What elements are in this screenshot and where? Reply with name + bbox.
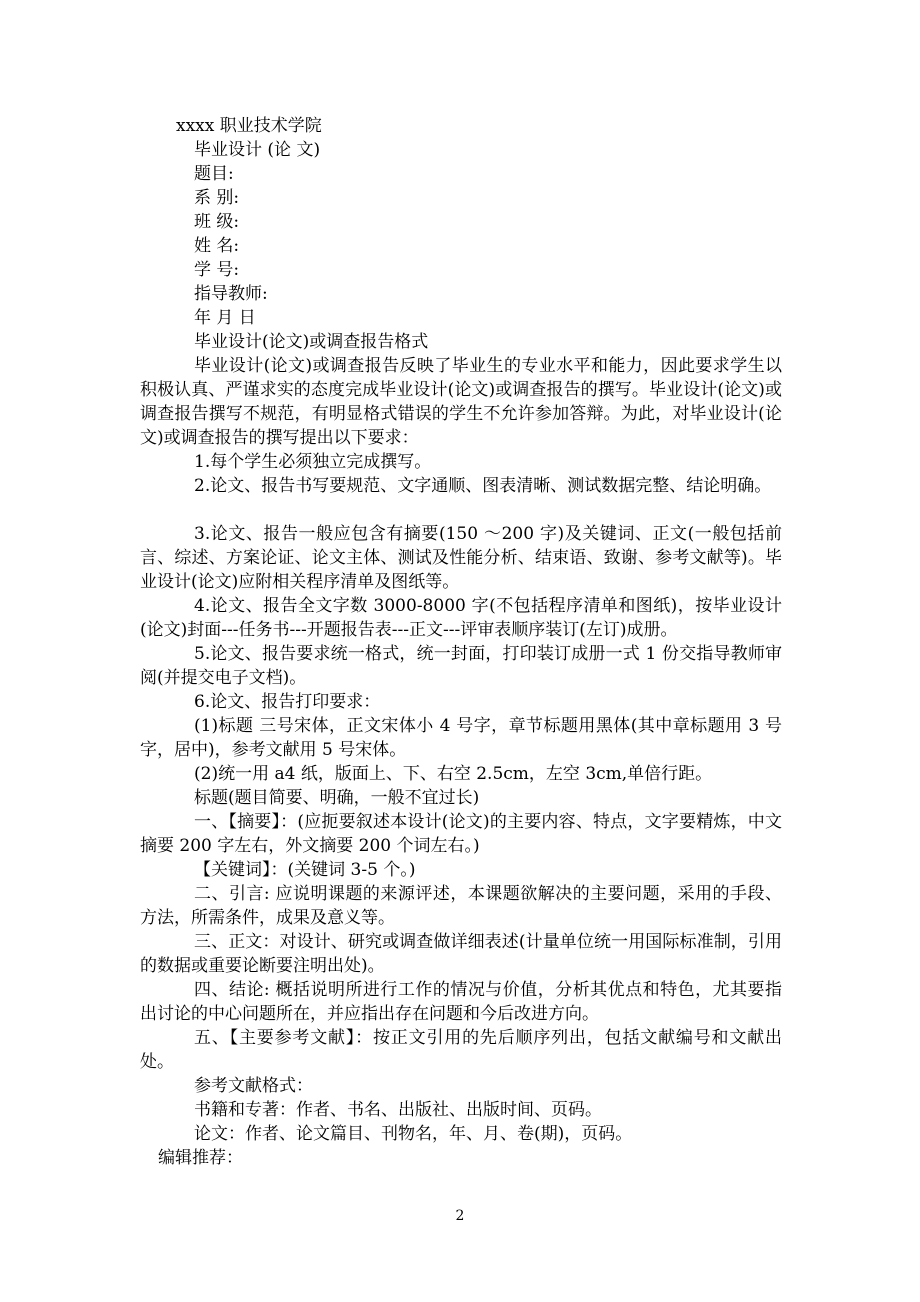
field-department: 系 别:	[194, 188, 240, 208]
section-abstract: 一、【摘要】：(应扼要叙述本设计(论文)的主要内容、特点，文字要精炼，中文摘要 200 字左右，外文摘要 200 个词左右。)	[140, 812, 782, 856]
field-class: 班 级:	[194, 212, 240, 232]
reference-format-paper: 论文：作者、论文篇目、刊物名，年、月、卷(期)，页码。	[194, 1124, 633, 1144]
title-note: 标题(题目简要、明确，一般不宜过长)	[194, 788, 480, 808]
requirement-5: 5.论文、报告要求统一格式，统一封面，打印装订成册一式 1 份交指导教师审阅(并提交电子文档)。	[140, 644, 782, 688]
school-name: xxxx 职业技术学院	[176, 116, 322, 136]
intro-paragraph: 毕业设计(论文)或调查报告反映了毕业生的专业水平和能力，因此要求学生以积极认真、严谨求实的态度完成毕业设计(论文)或调查报告的撰写。毕业设计(论文)或调查报告撰写不规范，有明显格式错误的学生不允许参加答辩。为此，对毕业设计(论文)或调查报告的撰写提出以下要求：	[140, 356, 782, 448]
page-number: 2	[455, 1208, 465, 1224]
requirement-6: 6.论文、报告打印要求：	[194, 692, 381, 712]
requirement-3: 3.论文、报告一般应包含有摘要(150 ～200 字)及关键词、正文(一般包括前言、综述、方案论证、论文主体、测试及性能分析、结束语、致谢、参考文献等)。毕业设计(论文)应附相关程序清单及图纸等。	[140, 524, 782, 592]
field-date: 年 月 日	[194, 308, 256, 328]
section-body: 三、正文：对设计、研究或调查做详细表述(计量单位统一用国际标准制，引用的数据或重要论断要注明出处)。	[140, 932, 782, 976]
requirement-6-1: (1)标题 三号宋体，正文宋体小 4 号字，章节标题用黑体(其中章标题用 3 号字，居中)，参考文献用 5 号宋体。	[140, 716, 782, 760]
editor-recommend-label: 编辑推荐：	[158, 1148, 243, 1168]
section-references: 五、【主要参考文献】：按正文引用的先后顺序列出，包括文献编号和文献出处。	[140, 1028, 782, 1072]
format-title: 毕业设计(论文)或调查报告格式	[194, 332, 429, 352]
section-introduction: 二、引言: 应说明课题的来源评述，本课题欲解决的主要问题，采用的手段、方法，所需条件，成果及意义等。	[140, 884, 782, 928]
field-name: 姓 名:	[194, 236, 240, 256]
field-topic: 题目:	[194, 164, 234, 184]
requirement-4: 4.论文、报告全文字数 3000-8000 字(不包括程序清单和图纸)，按毕业设计(论文)封面---任务书---开题报告表---正文---评审表顺序装订(左订)成册。	[140, 596, 782, 640]
requirement-1: 1.每个学生必须独立完成撰写。	[194, 452, 432, 472]
reference-format-label: 参考文献格式：	[194, 1076, 313, 1096]
section-keywords: 【关键词】：(关键词 3-5 个。)	[194, 860, 416, 880]
field-student-id: 学 号:	[194, 260, 240, 280]
reference-format-book: 书籍和专著：作者、书名、出版社、出版时间、页码。	[194, 1100, 602, 1120]
requirement-2: 2.论文、报告书写要规范、文字通顺、图表清晰、测试数据完整、结论明确。	[194, 476, 772, 496]
requirement-6-2: (2)统一用 a4 纸，版面上、下、右空 2.5cm，左空 3cm,单倍行距。	[194, 764, 713, 784]
field-advisor: 指导教师:	[194, 284, 268, 304]
cover-title: 毕业设计 (论 文)	[194, 140, 321, 160]
section-conclusion: 四、结论: 概括说明所进行工作的情况与价值，分析其优点和特色，尤其要指出讨论的中心问题所在，并应指出存在问题和今后改进方向。	[140, 980, 782, 1024]
